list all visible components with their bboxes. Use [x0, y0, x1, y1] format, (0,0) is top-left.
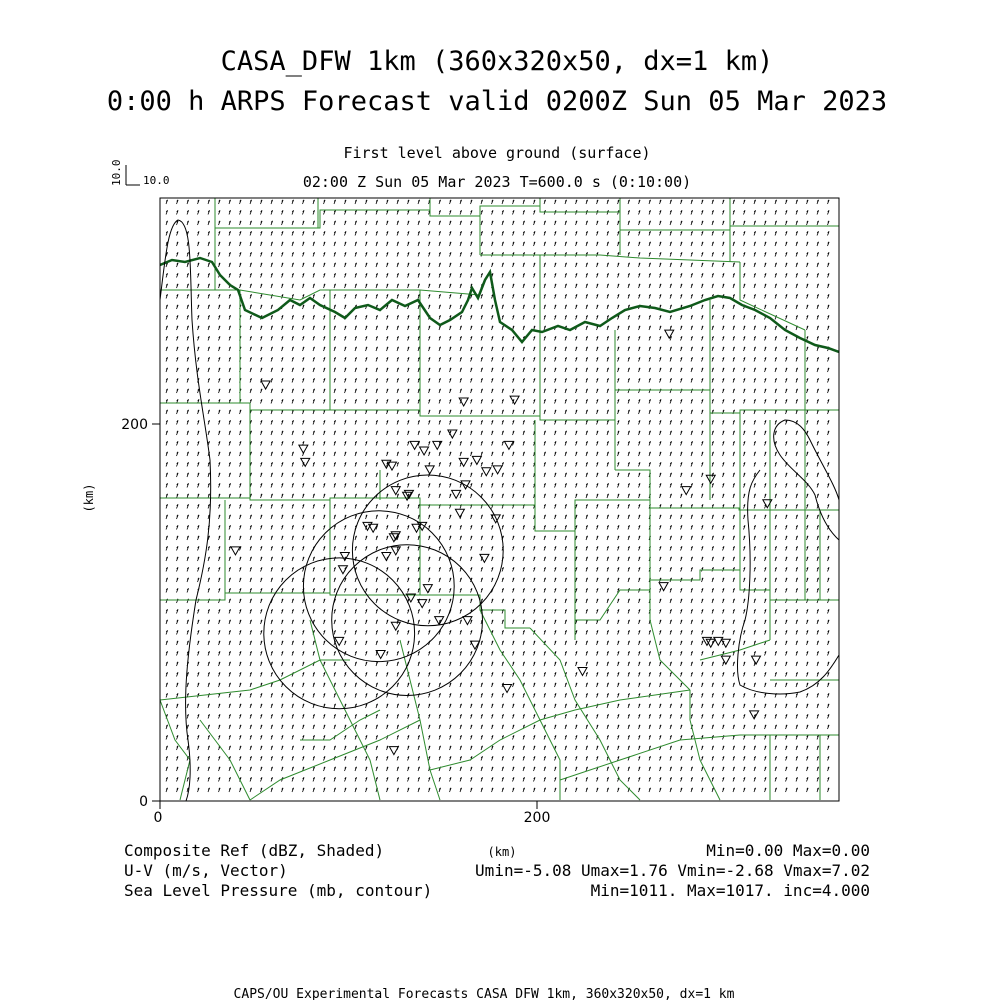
time-subtitle: 02:00 Z Sun 05 Mar 2023 T=600.0 s (0:10:00): [302, 173, 692, 191]
station-marker: [231, 547, 240, 555]
station-marker: [752, 656, 761, 664]
station-marker: [423, 585, 432, 593]
legend-reflectivity-label: Composite Ref (dBZ, Shaded): [124, 841, 385, 860]
page-title: CASA_DFW 1km (360x320x50, dx=1 km): [220, 46, 774, 77]
station-marker: [504, 441, 513, 449]
station-marker: [338, 566, 347, 574]
station-marker: [299, 445, 308, 453]
station-marker: [448, 430, 457, 438]
wind-vector-field: [166, 200, 829, 792]
legend-reflectivity-range: Min=0.00 Max=0.00: [706, 841, 870, 860]
station-marker: [261, 381, 270, 389]
county-boundaries: [160, 198, 839, 800]
pressure-contours: [160, 220, 839, 801]
station-marker: [391, 487, 400, 495]
legend-wind-label: U-V (m/s, Vector): [124, 861, 288, 880]
y-axis-label: (km): [82, 483, 96, 513]
station-marker: [455, 509, 464, 517]
legend-pressure-label: Sea Level Pressure (mb, contour): [124, 881, 433, 900]
station-marker: [301, 458, 310, 466]
vector-key: [110, 160, 170, 188]
station-marker: [578, 667, 587, 675]
x-axis-label: (km): [487, 845, 517, 859]
station-marker: [391, 622, 400, 630]
station-marker: [493, 466, 502, 474]
y-tick-label-0: 0: [139, 794, 148, 810]
station-marker: [382, 553, 391, 561]
station-marker: [714, 637, 723, 645]
y-tick-label-200: 200: [121, 417, 148, 433]
station-marker: [472, 456, 481, 464]
station-marker: [682, 487, 691, 495]
x-tick-label-200: 200: [523, 810, 551, 826]
radar-ring-0: [264, 558, 415, 709]
station-marker: [503, 684, 512, 692]
station-marker: [363, 522, 372, 530]
footer-credit: CAPS/OU Experimental Forecasts CASA DFW 1km, 360x320x50, dx=1 km: [233, 987, 735, 1000]
station-marker: [420, 447, 429, 455]
station-marker: [706, 475, 715, 483]
axis-ticks: [152, 424, 537, 809]
station-marker: [389, 747, 398, 755]
map-plot: [82, 198, 839, 859]
forecast-valid-title: 0:00 h ARPS Forecast valid 0200Z Sun 05 Mar 2023: [106, 86, 888, 117]
vector-key-horizontal-label: 10.0: [143, 174, 170, 187]
observation-stations: [231, 330, 772, 754]
station-marker: [510, 396, 519, 404]
wind-vectors: [166, 200, 829, 792]
station-marker: [482, 468, 491, 476]
station-marker: [382, 460, 391, 468]
radar-coverage-rings: [264, 475, 503, 709]
level-subtitle: First level above ground (surface): [343, 144, 651, 162]
station-marker: [391, 547, 400, 555]
legend-wind-range: Umin=-5.08 Umax=1.76 Vmin=-2.68 Vmax=7.02: [475, 861, 870, 880]
station-marker: [452, 490, 461, 498]
station-marker: [721, 639, 730, 647]
legend-pressure-range: Min=1011. Max=1017. inc=4.000: [590, 881, 870, 900]
x-tick-label-0: 0: [153, 810, 163, 826]
station-marker: [665, 330, 674, 338]
vector-key-vertical-label: 10.0: [110, 159, 123, 186]
